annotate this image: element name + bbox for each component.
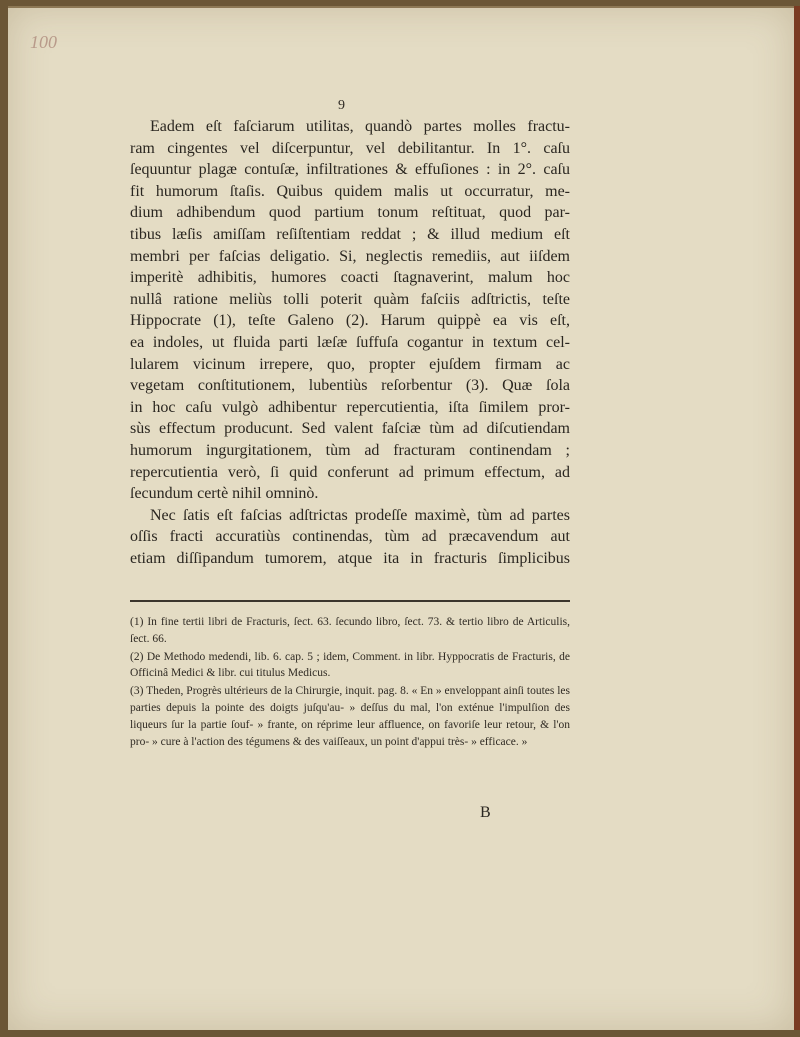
footnotes [130, 614, 570, 751]
text-line: ram cingentes vel diſcerpuntur, vel debilitantur. In 1°. caſu [130, 139, 570, 157]
text-line: membri per faſcias deligatio. Si, neglectis remediis, aut iiſdem [130, 247, 570, 265]
text-line: vegetam conſtitutionem, lubentiùs reſorbentur (3). Quæ ſola [130, 377, 570, 395]
text-line: in hoc caſu vulgò adhibentur repercutientia, iſta ſimilem pror- [130, 398, 570, 416]
text-line: Hippocrate (1), teſte Galeno (2). Harum quippè ea vis eſt, [130, 312, 570, 330]
text-line: ea indoles, ut fluida parti læſæ ſuffuſa cogantur in textum cel- [130, 333, 570, 351]
text-line: etiam diſſipandum tumorem, atque ita in fracturis ſimplicibus [130, 549, 570, 567]
footnote: (2) De Methodo medendi, lib. 6. cap. 5 ; idem, Comment. in libr. Hyppocratis de Fracturis, de Officinâ Medici & libr. cui titulus Medicus. [130, 650, 570, 680]
text-line: lularem vicinum irrepere, quo, propter ejuſdem firmam ac [130, 355, 570, 373]
footnote: (3) Theden, Progrès ultérieurs de la Chirurgie, inquit. pag. 8. « En » enveloppant ainſi toutes les parties depuis la pointe des doigts juſqu'au- » deſſus du mal, l'on exténue l'impulſion des liqueurs ſur la partie ſouf- » frante, on réprime leur affluence, on favoriſe leur retour, & l'on pro- » cure à l'action des tégumens & des vaiſſeaux, un point d'appui très- » efficace. » [130, 685, 570, 748]
handwritten-page-mark: 100 [30, 32, 57, 52]
text-line: Eadem eſt faſciarum utilitas, quandò partes molles fractu- [150, 118, 570, 135]
text-line: imperitè adhibitis, humores coacti ſtagnaverint, malum hoc [130, 269, 570, 287]
text-line: ſequuntur plagæ contuſæ, infiltrationes & effuſiones : in 2°. caſu [130, 161, 570, 179]
page-number: 9 [338, 98, 345, 113]
footnote: (1) In fine tertii libri de Fracturis, ſect. 63. ſecundo libro, ſect. 73. & tertio libro de Articulis, ſect. 66. [130, 616, 570, 645]
text-line: Nec ſatis eſt faſcias adſtrictas prodeſſe maximè, tùm ad partes [150, 506, 570, 524]
text-line: ſecundum certè nihil omninò. [130, 485, 319, 503]
text-line: repercutientia verò, ſi quid conferunt ad primum effectum, ad [130, 463, 570, 481]
text-line: nullâ ratione meliùs tolli poterit quàm faſciis adſtrictis, teſte [130, 290, 570, 308]
text-line: tibus læſis amiſſam reſiſtentiam reddat ; & illud medium eſt [130, 225, 570, 243]
text-line: humorum ingurgitationem, tùm ad fracturam continendam ; [130, 441, 570, 459]
text-line: sùs effectum producunt. Sed valent faſciæ tùm ad diſcutiendam [130, 420, 570, 438]
page-top-border [8, 6, 794, 8]
main-text [130, 116, 570, 569]
footnote-rule [130, 600, 570, 602]
text-line: fit humorum ſtaſis. Quibus quidem malis ut occurratur, me- [130, 182, 570, 200]
text-line: oſſis fracti accuratiùs continendas, tùm ad præcavendum aut [130, 528, 570, 546]
text-line: dium adhibendum quod partium tonum reſtituat, quod par- [130, 204, 570, 222]
signature-mark: B [480, 804, 491, 821]
